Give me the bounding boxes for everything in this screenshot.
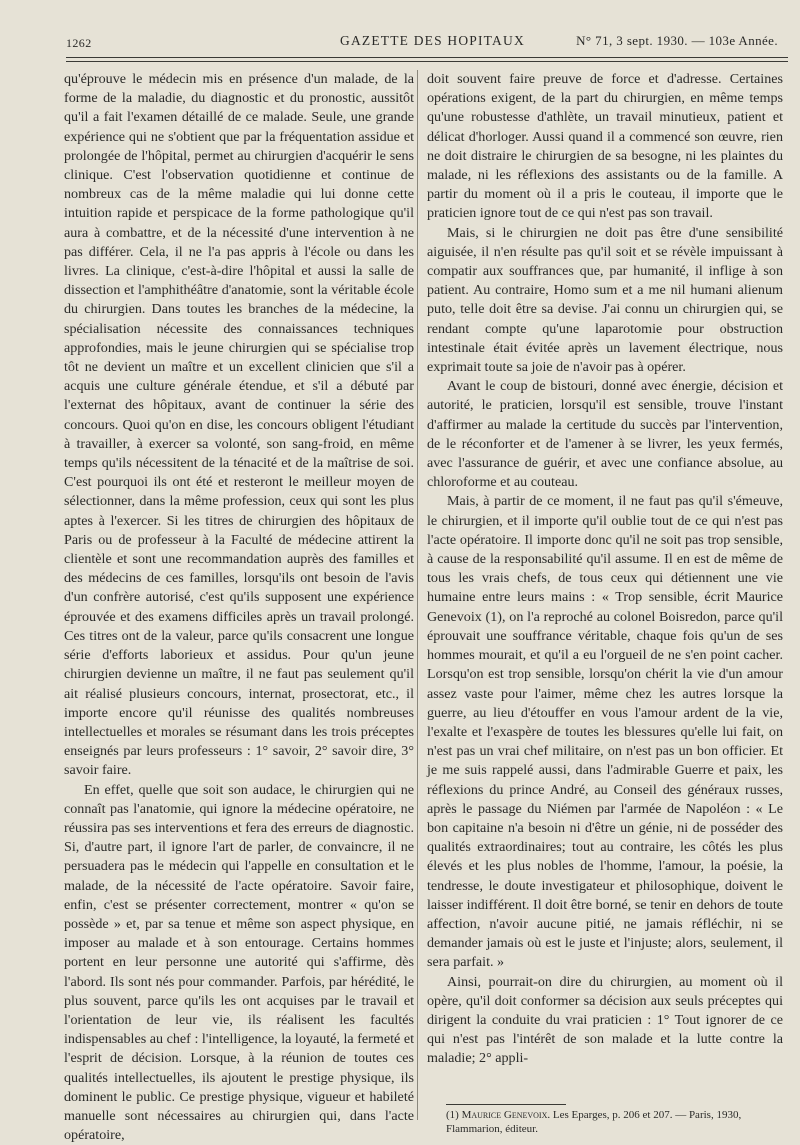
paragraph: En effet, quelle que soit son audace, le chirurgien qui ne connaît pas l'anatomie, qui ignore la médecine opératoire, ne réussira pas ses interventions et fera des erreurs de diagnostic. Si, d'autre part, il ignore l'art de parler, de convaincre, il ne persuadera pas le médecin qui l'appelle en consultation et le malade, de la nécessité de l'acte opératoire. Savoir faire, enfin, c'est se présenter correctement, montrer « qu'on se possède » et, par sa tenue et même son aspect physique, en imposer au malade et à son entourage. Certains hommes portent en leur personne une autorité qui s'affirme, dès l'abord. Ils sont nés pour commander. Parfois, par hérédité, le plus souvent, parce qu'ils les ont acquises par le travail et l'orientation de leur vie, ils réalisent les facultés indispensables au chef : l'intelligence, la loyauté, la fermeté et l'esprit de décision. Lorsque, à la réunion de toutes ces qualités intellectuelles, ils ajoutent le prestige physique, ils dominent le public. Ce prestige physique, vigueur et habileté manuelle sont nécessaires au chirurgien qui, dans l'acte opératoire, xyxy=(64,781,414,1144)
column-divider xyxy=(417,70,418,1120)
paragraph: doit souvent faire preuve de force et d'adresse. Certaines opérations exigent, de la part du chirurgien, en même temps qu'une robustesse d'athlète, un travail minutieux, patient et délicat d'horloger. Aussi quand il a commencé son œuvre, rien ne doit distraire le chirurgien de sa besogne, ni les plaintes du malade, ni les réflexions des assistants ou de la famille. A partir du moment où il a pris le couteau, il importe que le praticien ignore tout de ce qui n'est pas son travail. xyxy=(427,71,783,222)
paragraph: Mais, à partir de ce moment, il ne faut pas qu'il s'émeuve, le chirurgien, et il importe qu'il oublie tout de ce qui n'est pas l'acte opératoire. Il importe donc qu'il ne soit pas trop sensible, à cause de la responsabilité qu'il assume. Il en est de même de tous les vrais chefs, de tous ceux qui détiennent une vie humaine entre leurs mains : « Trop sensible, écrit Maurice Genevoix (1), on l'a reproché au colonel Boisredon, parce qu'il éprouvait une souffrance véritable, chaque fois qu'un de ses hommes mourait, et qu'il a eu l'orgueil de ne s'en point cacher. Lorsqu'on est trop sensible, lorsqu'on chérit la vie d'un amour assez vaste pour l'aimer, même chez les autres lorsque la guerre, au lieu d'étouffer en vous l'amour ardent de la vie, l'exalte et l'exaspère de toutes les blessures qu'elle lui fait, on n'est pas un vrai chef militaire, on n'est pas un bon officier. Et je me suis rappelé aussi, dans l'admirable Guerre et paix, les réflexions du prince André, au Conseil des généraux russes, après le passage du Niémen par l'armée de Napoléon : « Le bon capitaine n'a besoin ni d'être un génie, ni de posséder des qualités extraordinaires; tout au contraire, les côtés les plus élevés et les plus nobles de l'homme, l'amour, la poésie, la tendresse, le doute investigateur et philosophique, doivent le laisser indifférent. Il doit être borné, se tenir en dehors de toute affection, n'avoir aucune pitié, ne jamais réfléchir, ni se demander jamais où est le juste et l'injuste; alors, seulement, il sera parfait. » xyxy=(427,493,783,971)
paragraph: Mais, si le chirurgien ne doit pas être d'une sensibilité aiguisée, il n'en résulte pas qu'il soit et se révèle impuissant à compatir aux souffrances que, par humanité, il inflige à son patient. Au contraire, Homo sum et a me nil humani alienum puto, telle doit être sa devise. J'ai connu un chirurgien qui, se rendant compte qu'une laparotomie pour obstruction intestinale était évitée après un lavement électrique, nous exprimait toute sa joie de n'avoir pas à opérer. xyxy=(427,224,783,376)
footnote-rule xyxy=(446,1104,566,1105)
issue-info: N° 71, 3 sept. 1930. — 103e Année. xyxy=(576,33,778,48)
page-number: 1262 xyxy=(66,36,92,50)
footnote-author: Maurice Genevoix. xyxy=(461,1109,551,1121)
footnote-text: Les Eparges, p. 206 et 207. — Paris, 1930, Flammarion, éditeur. xyxy=(446,1109,742,1135)
running-header xyxy=(58,30,784,52)
footnote xyxy=(446,1108,781,1136)
footnote-marker: (1) xyxy=(446,1109,462,1121)
left-column xyxy=(64,70,414,1145)
right-column xyxy=(427,70,783,1069)
journal-title: GAZETTE DES HOPITAUX xyxy=(340,33,525,48)
paragraph: qu'éprouve le médecin mis en présence d'un malade, de la forme de la maladie, du diagnostic et du pronostic, aussitôt qu'il a fait l'examen détaillé de ce malade. Seule, une grande expérience qui ne s'obtient que par la fréquentation assidue et prolongée de l'hôpital, permet au chirurgien d'acquérir le sens clinique. C'est l'observation quotidienne et continue de nombreux cas de la même maladie qui lui donne cette intuition rapide et perspicace de la forme pathologique qu'il aura à combattre, et de la nécessité d'une intervention à ne pas différer. Cela, il ne l'a pas appris à l'école ou dans les livres. La clinique, c'est-à-dire l'hôpital et aussi la salle de dissection et l'amphithéâtre d'anatomie, sont la véritable école du chirurgien. Dans toutes les branches de la médecine, la spécialisation nécessite des connaissances techniques approfondies, mais le jeune chirurgien qui se spécialise trop tôt ne devient un maître et un excellent clinicien que s'il a acquis une culture générale étendue, et s'il a débuté par l'externat des hôpitaux, avant de continuer la série des concours. Quoi qu'on en dise, les concours obligent l'étudiant à travailler, à exercer sa volonté, son sang-froid, en même temps qu'ils nécessitent de la ténacité et de la maîtrise de soi. C'est pourquoi ils ont été et resteront le meilleur moyen de sélectionner, dans la même profession, ceux qui sont les plus aptes à l'exercer. Si les titres de chirurgien des hôpitaux de Paris ou de professeur à la Faculté de médecine attirent la clientèle et sont une recommandation auprès des familles et des médecins de ces familles, lorsqu'ils ont besoin de l'avis d'un confrère autorisé, c'est qu'ils supposent une expérience éprouvée et des examens difficiles après un travail prolongé. Ces titres ont de la valeur, parce qu'ils consacrent une longue série d'efforts laborieux et assidus. Pour qu'un jeune chirurgien devienne un maître, il ne faut pas seulement qu'il ait réalisé plusieurs concours, internat, prosectorat, etc., il importe encore qu'il réunisse des qualités nombreuses intellectuelles et morales se résumant dans les trois préceptes enseignés par leurs professeurs : 1° savoir, 2° savoir dire, 3° savoir faire. xyxy=(64,71,414,779)
header-rule-thin xyxy=(66,61,788,62)
paragraph: Avant le coup de bistouri, donné avec énergie, décision et autorité, le praticien, lorsqu'il est sensible, trouve l'instant d'affirmer au malade la certitude du succès par l'intervention, de le réconforter et de l'amener à se livrer, les yeux fermés, avec l'assurance de guérir, et avec une confiance absolue, au chloroforme et au couteau. xyxy=(427,378,783,491)
header-rule xyxy=(66,57,788,58)
paragraph: Ainsi, pourrait-on dire du chirurgien, au moment où il opère, qu'il doit conformer sa décision aux seuls préceptes qui dirigent la conduite du vrai praticien : 1° Tout ignorer de ce qui n'est pas l'intérêt de son malade et la lutte contre la maladie; 2° appli- xyxy=(427,973,783,1067)
